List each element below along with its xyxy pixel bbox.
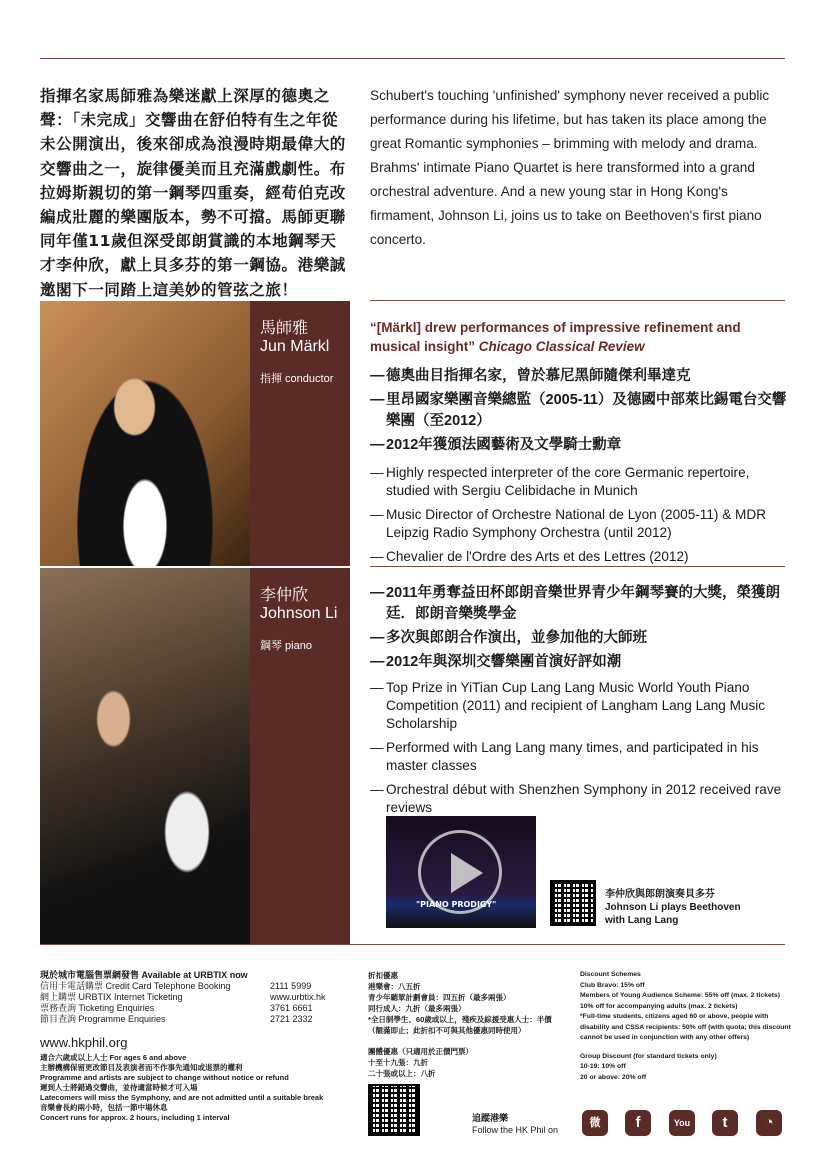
- video-banner: "PIANO PRODIGY": [416, 900, 497, 909]
- discount-line: Club Bravo: 15% off: [580, 981, 645, 989]
- discount-line: （額滿即止；此折扣不可與其他優惠同時使用）: [368, 1026, 526, 1035]
- website-link[interactable]: www.hkphil.org: [40, 1035, 128, 1050]
- pianist-role: 鋼琴 piano: [260, 640, 312, 652]
- bio-item: — Top Prize in YiTian Cup Lang Lang Music World Youth Piano Competition (2011) and recipient of Langham Lang Lang Music Scholarship: [370, 679, 790, 733]
- weibo-icon[interactable]: 微: [582, 1110, 608, 1136]
- discount-line: 青少年聽眾計劃會員：四五折（最多兩張）: [368, 993, 511, 1002]
- discount-line: Members of Young Audience Scheme: 55% off (max. 2 tickets): [580, 992, 781, 999]
- discount-heading: Discount Schemes: [580, 971, 641, 978]
- conductor-quote: [370, 318, 785, 356]
- youtube-icon[interactable]: You: [669, 1110, 695, 1136]
- ticket-label: 網上購票 URBTIX Internet Ticketing: [40, 992, 183, 1002]
- conductor-name-zh: 馬師雅: [260, 320, 309, 337]
- note: Latecomers will miss the Symphony, and are not admitted until a suitable break: [40, 1093, 324, 1102]
- top-rule: [40, 58, 785, 59]
- conductor-photo: [40, 301, 250, 566]
- intro-zh: [40, 84, 352, 302]
- facebook-icon[interactable]: f: [625, 1110, 651, 1136]
- note: 音樂會長約兩小時，包括一節中場休息: [40, 1103, 168, 1112]
- discount-zh: [368, 970, 568, 1079]
- note: 遲到人士將錯過交響曲，並待適當時候才可入場: [40, 1083, 198, 1092]
- intro-en: Schubert's touching 'unfinished' symphony never received a public performance during his lifetime, but has taken its place among the great Romantic symphonies – brimming with melody and drama. Brahms' intimate Piano Quartet is here transformed into a grand orchestral adventure. And a new young star in Hong Kong's firmament, Johnson Li, joins us to take on Beethoven's first piano concerto.: [370, 88, 770, 247]
- group-heading: Group Discount (for standard tickets only): [580, 1052, 717, 1060]
- bio-item: — Music Director of Orchestre National de Lyon (2005-11) & MDR Leipzig Radio Symphony Orchestra (until 2012): [370, 506, 790, 542]
- conductor-role: 指揮 conductor: [260, 373, 334, 385]
- discount-line: 10% off for accompanying adults (max. 2 tickets): [580, 1002, 738, 1010]
- quote-source: Chicago Classical Review: [478, 339, 645, 354]
- ticket-value: 2111 5999: [270, 981, 312, 991]
- discount-en: [580, 970, 795, 1083]
- footer-rule: [40, 944, 785, 945]
- qr-code-video: [550, 880, 596, 926]
- ticket-info: [40, 970, 340, 1123]
- group-line: 十至十九張：九折: [368, 1058, 428, 1067]
- ticket-heading: 現於城市電腦售票網發售 Available at URBTIX now: [40, 970, 248, 980]
- bio-item: — 2012年獲頒法國藝術及文學騎士勳章: [370, 435, 790, 456]
- pianist-name-zh: 李仲欣: [260, 587, 309, 604]
- ticket-label: 節目查詢 Programme Enquiries: [40, 1014, 166, 1024]
- discount-line: *全日制學生、60歲或以上，殘疾及綜援受惠人士：半價: [368, 1015, 552, 1024]
- twitter-icon[interactable]: t: [712, 1110, 738, 1136]
- pianist-photo: [40, 568, 250, 945]
- video-caption-zh: 李仲欣與郎朗演奏貝多芬: [605, 889, 715, 900]
- bio-item: — 2011年勇奪益田杯郎朗音樂世界青少年鋼琴賽的大獎，榮獲朗廷．郎朗音樂獎學金: [370, 583, 790, 625]
- bio-item: — Orchestral début with Shenzhen Symphony in 2012 received rave reviews: [370, 781, 790, 817]
- video-thumbnail[interactable]: [386, 816, 536, 928]
- divider: [370, 300, 785, 301]
- bio-item: — 多次與郎朗合作演出，並參加他的大師班: [370, 628, 790, 649]
- qr-code-footer: [368, 1084, 420, 1136]
- video-caption: [605, 888, 755, 927]
- bio-item: — Highly respected interpreter of the core Germanic repertoire, studied with Sergiu Celibidache in Munich: [370, 464, 790, 500]
- conductor-panel: [250, 301, 350, 566]
- quote-text: “[Märkl] drew performances of impressive refinement and musical insight”: [370, 320, 741, 354]
- urbtix-link[interactable]: www.urbtix.hk: [270, 992, 326, 1002]
- group-line: 20 or above: 20% off: [580, 1073, 647, 1081]
- intro-zh-body: 「未完成」交響曲在舒伯特有生之年從未公開演出，後來卻成為浪漫時期最偉大的交響曲之一，旋律優美而且充滿戲劇性。布拉姆斯親切的第一鋼琴四重奏，經荀伯克改編成壯麗的樂團版本，勢不可擋。馬師更聯同年僅11歲但深受郎朗賞識的本地鋼琴天才李仲欣，獻上貝多芬的第一鋼協。港樂誠邀閣下一同踏上這美妙的管弦之旅！: [40, 111, 346, 299]
- ticket-value: 3761 6661: [270, 1003, 313, 1013]
- divider: [370, 566, 785, 567]
- group-line: 二十張或以上：八折: [368, 1069, 436, 1078]
- conductor-name-en: Jun Märkl: [260, 338, 330, 355]
- discount-line: 港樂會：八五折: [368, 982, 421, 991]
- pianist-bio: [370, 583, 790, 823]
- video-caption-en: Johnson Li plays Beethoven with Lang Lang: [605, 902, 741, 926]
- follow-en: Follow the HK Phil on: [472, 1125, 559, 1135]
- ticket-value: 2721 2332: [270, 1014, 313, 1024]
- ticket-label: 信用卡電話購票 Credit Card Telephone Booking: [40, 981, 231, 991]
- note: Concert runs for approx. 2 hours, including 1 interval: [40, 1113, 230, 1122]
- bio-item: — Performed with Lang Lang many times, and participated in his master classes: [370, 739, 790, 775]
- group-heading: 團體優惠（只適用於正價門票）: [368, 1047, 473, 1056]
- bio-item: — 德奧曲目指揮名家，曾於慕尼黑師隨傑利畢達克: [370, 366, 790, 387]
- discount-line: 同行成人：九折（最多兩張）: [368, 1004, 466, 1013]
- group-line: 10-19: 10% off: [580, 1063, 626, 1070]
- discount-line: *Full-time students, citizens aged 60 or above, people with disability and CSSA recipients: 50% off (with quota; this discount cannot be used in conjunction with any other offers): [580, 1013, 791, 1041]
- bio-item: — 2012年與深圳交響樂團首演好評如潮: [370, 652, 790, 673]
- note: Programme and artists are subject to change without notice or refund: [40, 1073, 289, 1082]
- note: 適合六歲或以上人士 For ages 6 and above: [40, 1053, 187, 1062]
- intro-zh-lead: 指揮名家馬師雅為樂迷獻上深厚的德奧之聲：: [40, 87, 330, 130]
- follow-zh: 追蹤港樂: [472, 1113, 509, 1123]
- conductor-bio: [370, 366, 790, 572]
- discount-heading: 折扣優惠: [368, 971, 398, 980]
- weixin-icon[interactable]: ◔: [756, 1110, 782, 1136]
- bio-item: — Chevalier de l'Ordre des Arts et des Lettres (2012): [370, 548, 790, 566]
- follow-text: [472, 1112, 558, 1136]
- pianist-panel: [250, 568, 350, 945]
- note: 主辦機構保留更改節目及表演者而不作事先通知或退票的權利: [40, 1063, 243, 1072]
- ticket-label: 票務查詢 Ticketing Enquiries: [40, 1003, 155, 1013]
- pianist-name-en: Johnson Li: [260, 605, 338, 622]
- bio-item: — 里昂國家樂團音樂總監（2005-11）及德國中部萊比錫電台交響樂團（至2012）: [370, 390, 790, 432]
